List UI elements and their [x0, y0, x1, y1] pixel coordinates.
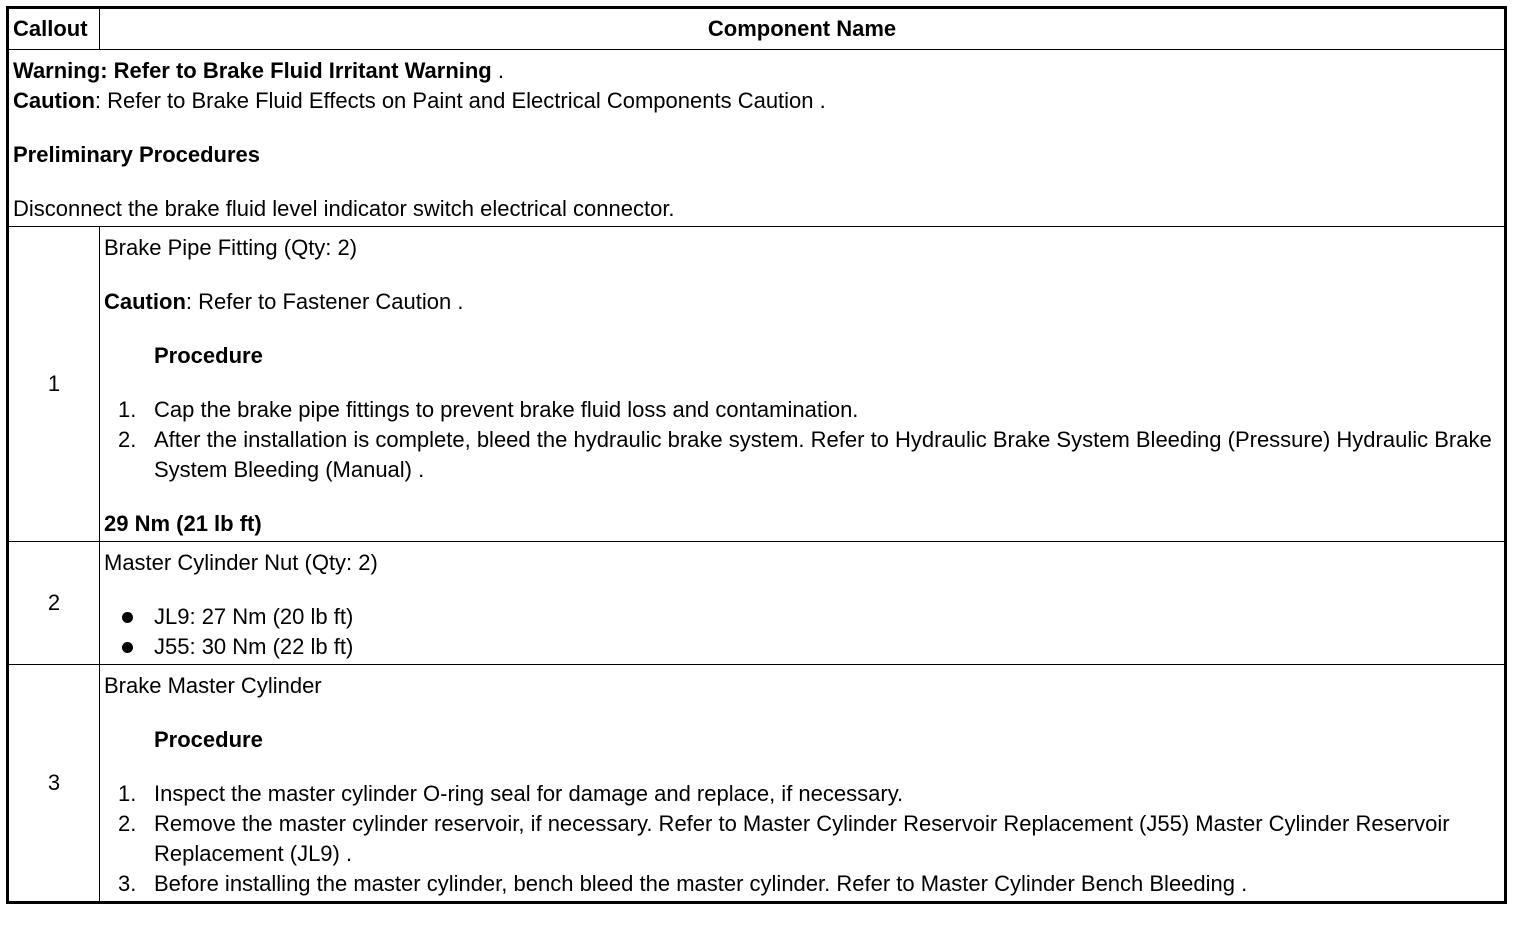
callout-column-header: Callout	[8, 8, 100, 50]
step-text[interactable]: Before installing the master cylinder, bench bleed the master cylinder. Refer to Master Cylinder Bench Bleeding .	[154, 871, 1248, 896]
bullet-text: J55: 30 Nm (22 lb ft)	[154, 634, 354, 659]
warning-link[interactable]: : Refer to Brake Fluid Irritant Warning	[100, 58, 492, 83]
component-cell	[100, 227, 1506, 542]
bullet-text: JL9: 27 Nm (20 lb ft)	[154, 604, 354, 629]
preliminary-text: Disconnect the brake fluid level indicator switch electrical connector.	[13, 196, 675, 221]
list-item	[104, 602, 1500, 632]
procedure-heading: Procedure	[154, 727, 263, 752]
procedure-heading: Procedure	[154, 343, 263, 368]
intro-row	[8, 50, 1506, 227]
procedure-steps	[104, 395, 1500, 485]
callout-number: 3	[8, 665, 100, 903]
warning-line	[13, 56, 1500, 86]
step-text: Inspect the master cylinder O-ring seal for damage and replace, if necessary.	[154, 781, 904, 806]
list-item	[104, 779, 1500, 809]
warning-label: Warning	[13, 58, 101, 83]
component-name-column-header: Component Name	[100, 8, 1506, 50]
caution-line	[104, 287, 1500, 317]
procedure-steps	[104, 779, 1500, 899]
bullet-icon	[122, 642, 133, 653]
step-number: 1.	[118, 397, 137, 422]
component-cell	[100, 665, 1506, 903]
preliminary-heading: Preliminary Procedures	[13, 142, 261, 167]
list-item	[104, 869, 1500, 899]
table-row	[8, 542, 1506, 665]
torque-bullets	[104, 602, 1500, 662]
step-text: Cap the brake pipe fittings to prevent brake fluid loss and contamination.	[154, 397, 859, 422]
callout-number: 2	[8, 542, 100, 665]
table-header-row	[8, 8, 1506, 50]
step-number: 2.	[118, 427, 137, 452]
list-item	[104, 809, 1500, 869]
component-name: Brake Pipe Fitting (Qty: 2)	[104, 235, 358, 260]
step-number: 3.	[118, 871, 137, 896]
warning-end: .	[491, 58, 504, 83]
component-table	[6, 6, 1507, 904]
step-number: 2.	[118, 811, 137, 836]
table-row	[8, 227, 1506, 542]
step-number: 1.	[118, 781, 137, 806]
intro-cell	[8, 50, 1506, 227]
callout-number: 1	[8, 227, 100, 542]
torque-spec: 29 Nm (21 lb ft)	[104, 511, 262, 536]
step-text[interactable]: After the installation is complete, bleed the hydraulic brake system. Refer to Hydraulic Brake System Bleeding (Pressure) Hydraulic Brake System Bleeding (Manual) .	[154, 427, 1492, 482]
list-item	[104, 395, 1500, 425]
component-name: Brake Master Cylinder	[104, 673, 322, 698]
caution-label: Caution	[104, 289, 186, 314]
component-cell	[100, 542, 1506, 665]
list-item	[104, 425, 1500, 485]
caution-text[interactable]: : Refer to Brake Fluid Effects on Paint and Electrical Components Caution .	[94, 88, 826, 113]
bullet-icon	[122, 612, 133, 623]
list-item	[104, 632, 1500, 662]
component-name: Master Cylinder Nut (Qty: 2)	[104, 550, 378, 575]
caution-text[interactable]: : Refer to Fastener Caution .	[185, 289, 464, 314]
caution-line	[13, 86, 1500, 116]
caution-label: Caution	[13, 88, 95, 113]
table-row	[8, 665, 1506, 903]
step-text[interactable]: Remove the master cylinder reservoir, if necessary. Refer to Master Cylinder Reservoir Replacement (J55) Master Cylinder Reservoir Replacement (JL9) .	[154, 811, 1450, 866]
